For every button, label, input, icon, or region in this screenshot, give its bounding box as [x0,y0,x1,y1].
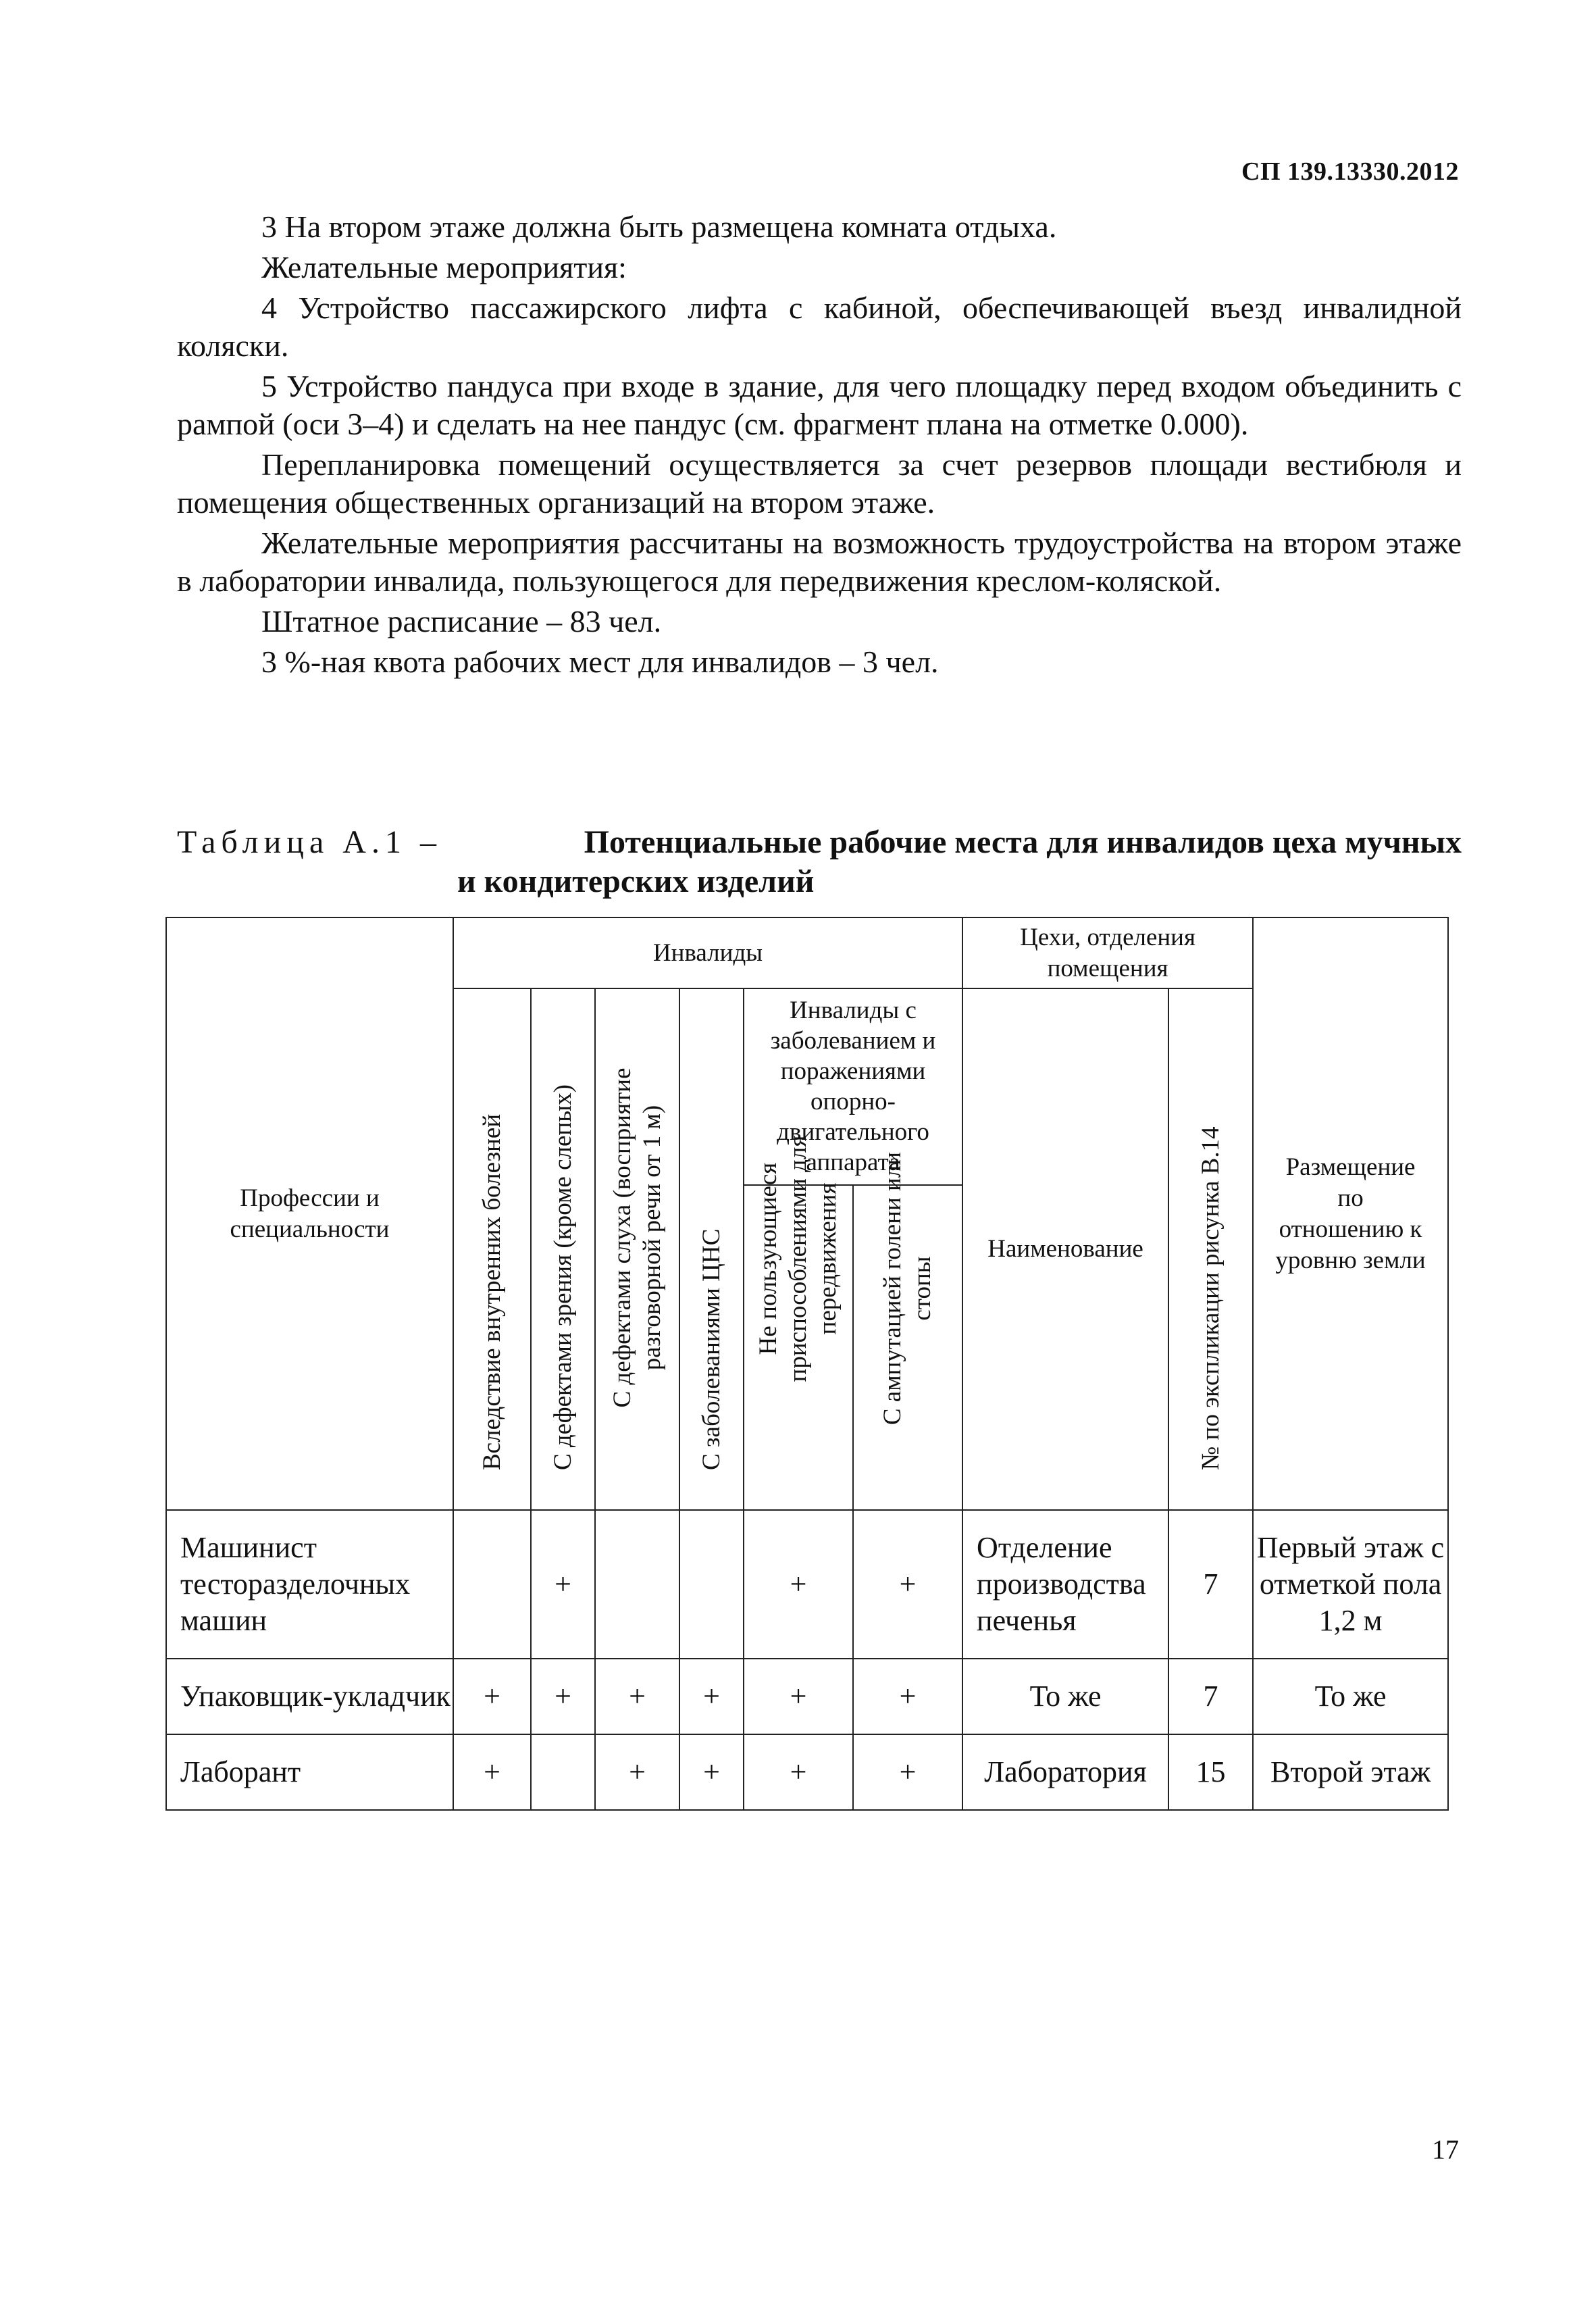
header-cns [679,988,744,1510]
paragraph-elevator: 4 Устройство пассажирского лифта с кабиной, обеспечивающей въезд инвалидной коляски. [177,291,1462,363]
header-vision-text: С дефектами зрения (кроме слепых) [548,1084,577,1470]
row-3-hearing: + [595,1734,679,1810]
row-1-placement: Первый этаж с отметкой пола 1,2 м [1253,1510,1448,1659]
row-3-number: 15 [1168,1734,1253,1810]
row-2-amputation: + [853,1659,962,1734]
table-row [166,1734,1448,1810]
row-1-cns [679,1510,744,1659]
header-explication [1168,988,1253,1510]
row-3-placement: Второй этаж [1253,1734,1448,1810]
header-amputation-text: С ампутацией голени или стопы [879,1152,937,1426]
row-2-number: 7 [1168,1659,1253,1734]
body-text [177,208,1462,684]
header-workshops: Цехи, отделения помещения [962,917,1253,988]
header-cns-text: С заболеваниями ЦНС [697,1228,725,1470]
workplaces-table [165,917,1449,1811]
paragraph-employment: Желательные мероприятия рассчитаны на возможность трудоустройства на втором этаже в лаборатории инвалида, пользующегося для передвижения креслом-коляской. [177,526,1462,598]
row-2-name: То же [962,1659,1168,1734]
row-2-placement: То же [1253,1659,1448,1734]
paragraph-ramp: 5 Устройство пандуса при входе в здание, для чего площадку перед входом объединить с рампой (оси 3–4) и сделать на нее пандус (см. фрагмент плана на отметке 0.000). [177,369,1462,441]
table-caption-title-line1: Потенциальные рабочие места для инвалидов цеха мучных [584,824,1462,860]
header-name: Наименование [962,988,1168,1510]
header-vision [531,988,595,1510]
header-hearing-text: С дефектами слуха (восприятие разговорной речи от 1 м) [608,1067,666,1408]
table-caption-title-line2: и кондитерских изделий [457,863,815,899]
row-1-vision: + [531,1510,595,1659]
row-2-no-aids: + [744,1659,853,1734]
paragraph-quota: 3 %-ная квота рабочих мест для инвалидов – 3 чел. [261,645,939,679]
table-row [166,1659,1448,1734]
paragraph-staff: Штатное расписание – 83 чел. [261,604,662,638]
paragraph-rest-room: 3 На втором этаже должна быть размещена комната отдыха. [261,209,1057,244]
row-1-profession: Машинист тесторазделочных машин [166,1510,453,1659]
header-no-aids [744,1135,853,1510]
header-musculoskeletal: Инвалиды с заболеванием и поражениями опорно-двигательного аппарата [744,988,962,1185]
row-2-profession: Упаковщик-укладчик [166,1659,453,1734]
header-amputation [853,1152,962,1510]
row-1-amputation: + [853,1510,962,1659]
row-2-hearing: + [595,1659,679,1734]
row-1-hearing [595,1510,679,1659]
row-3-cns: + [679,1734,744,1810]
header-internal-diseases-text: Вследствие внутренних болезней [478,1113,506,1470]
paragraph-desirable-measures: Желательные мероприятия: [261,250,627,284]
page-number: 17 [1432,2134,1459,2165]
row-2-internal: + [453,1659,531,1734]
header-explication-text: № по экспликации рисунка В.14 [1196,1126,1225,1470]
row-3-profession: Лаборант [166,1734,453,1810]
row-1-no-aids: + [744,1510,853,1659]
row-1-internal [453,1510,531,1659]
row-3-internal: + [453,1734,531,1810]
header-professions: Профессии и специальности [166,917,453,1510]
header-internal-diseases [453,988,531,1510]
row-3-name: Лаборатория [962,1734,1168,1810]
header-no-aids-text: Не пользующиеся приспособлениями для передвижения [754,1135,842,1382]
row-2-vision: + [531,1659,595,1734]
table-caption-label: Таблица А.1 – [177,824,442,860]
table-caption [177,823,1462,901]
header-invalids: Инвалиды [453,917,962,988]
row-1-number: 7 [1168,1510,1253,1659]
header-hearing [595,988,679,1510]
row-1-name: Отделение производства печенья [962,1510,1168,1659]
row-3-no-aids: + [744,1734,853,1810]
row-3-vision [531,1734,595,1810]
header-placement: Размещение по отношению к уровню земли [1253,917,1448,1510]
paragraph-replanning: Перепланировка помещений осуществляется за счет резервов площади вестибюля и помещения общественных организаций на втором этаже. [177,447,1462,520]
row-2-cns: + [679,1659,744,1734]
table-row [166,1510,1448,1659]
row-3-amputation: + [853,1734,962,1810]
document-code: СП 139.13330.2012 [1241,157,1459,186]
